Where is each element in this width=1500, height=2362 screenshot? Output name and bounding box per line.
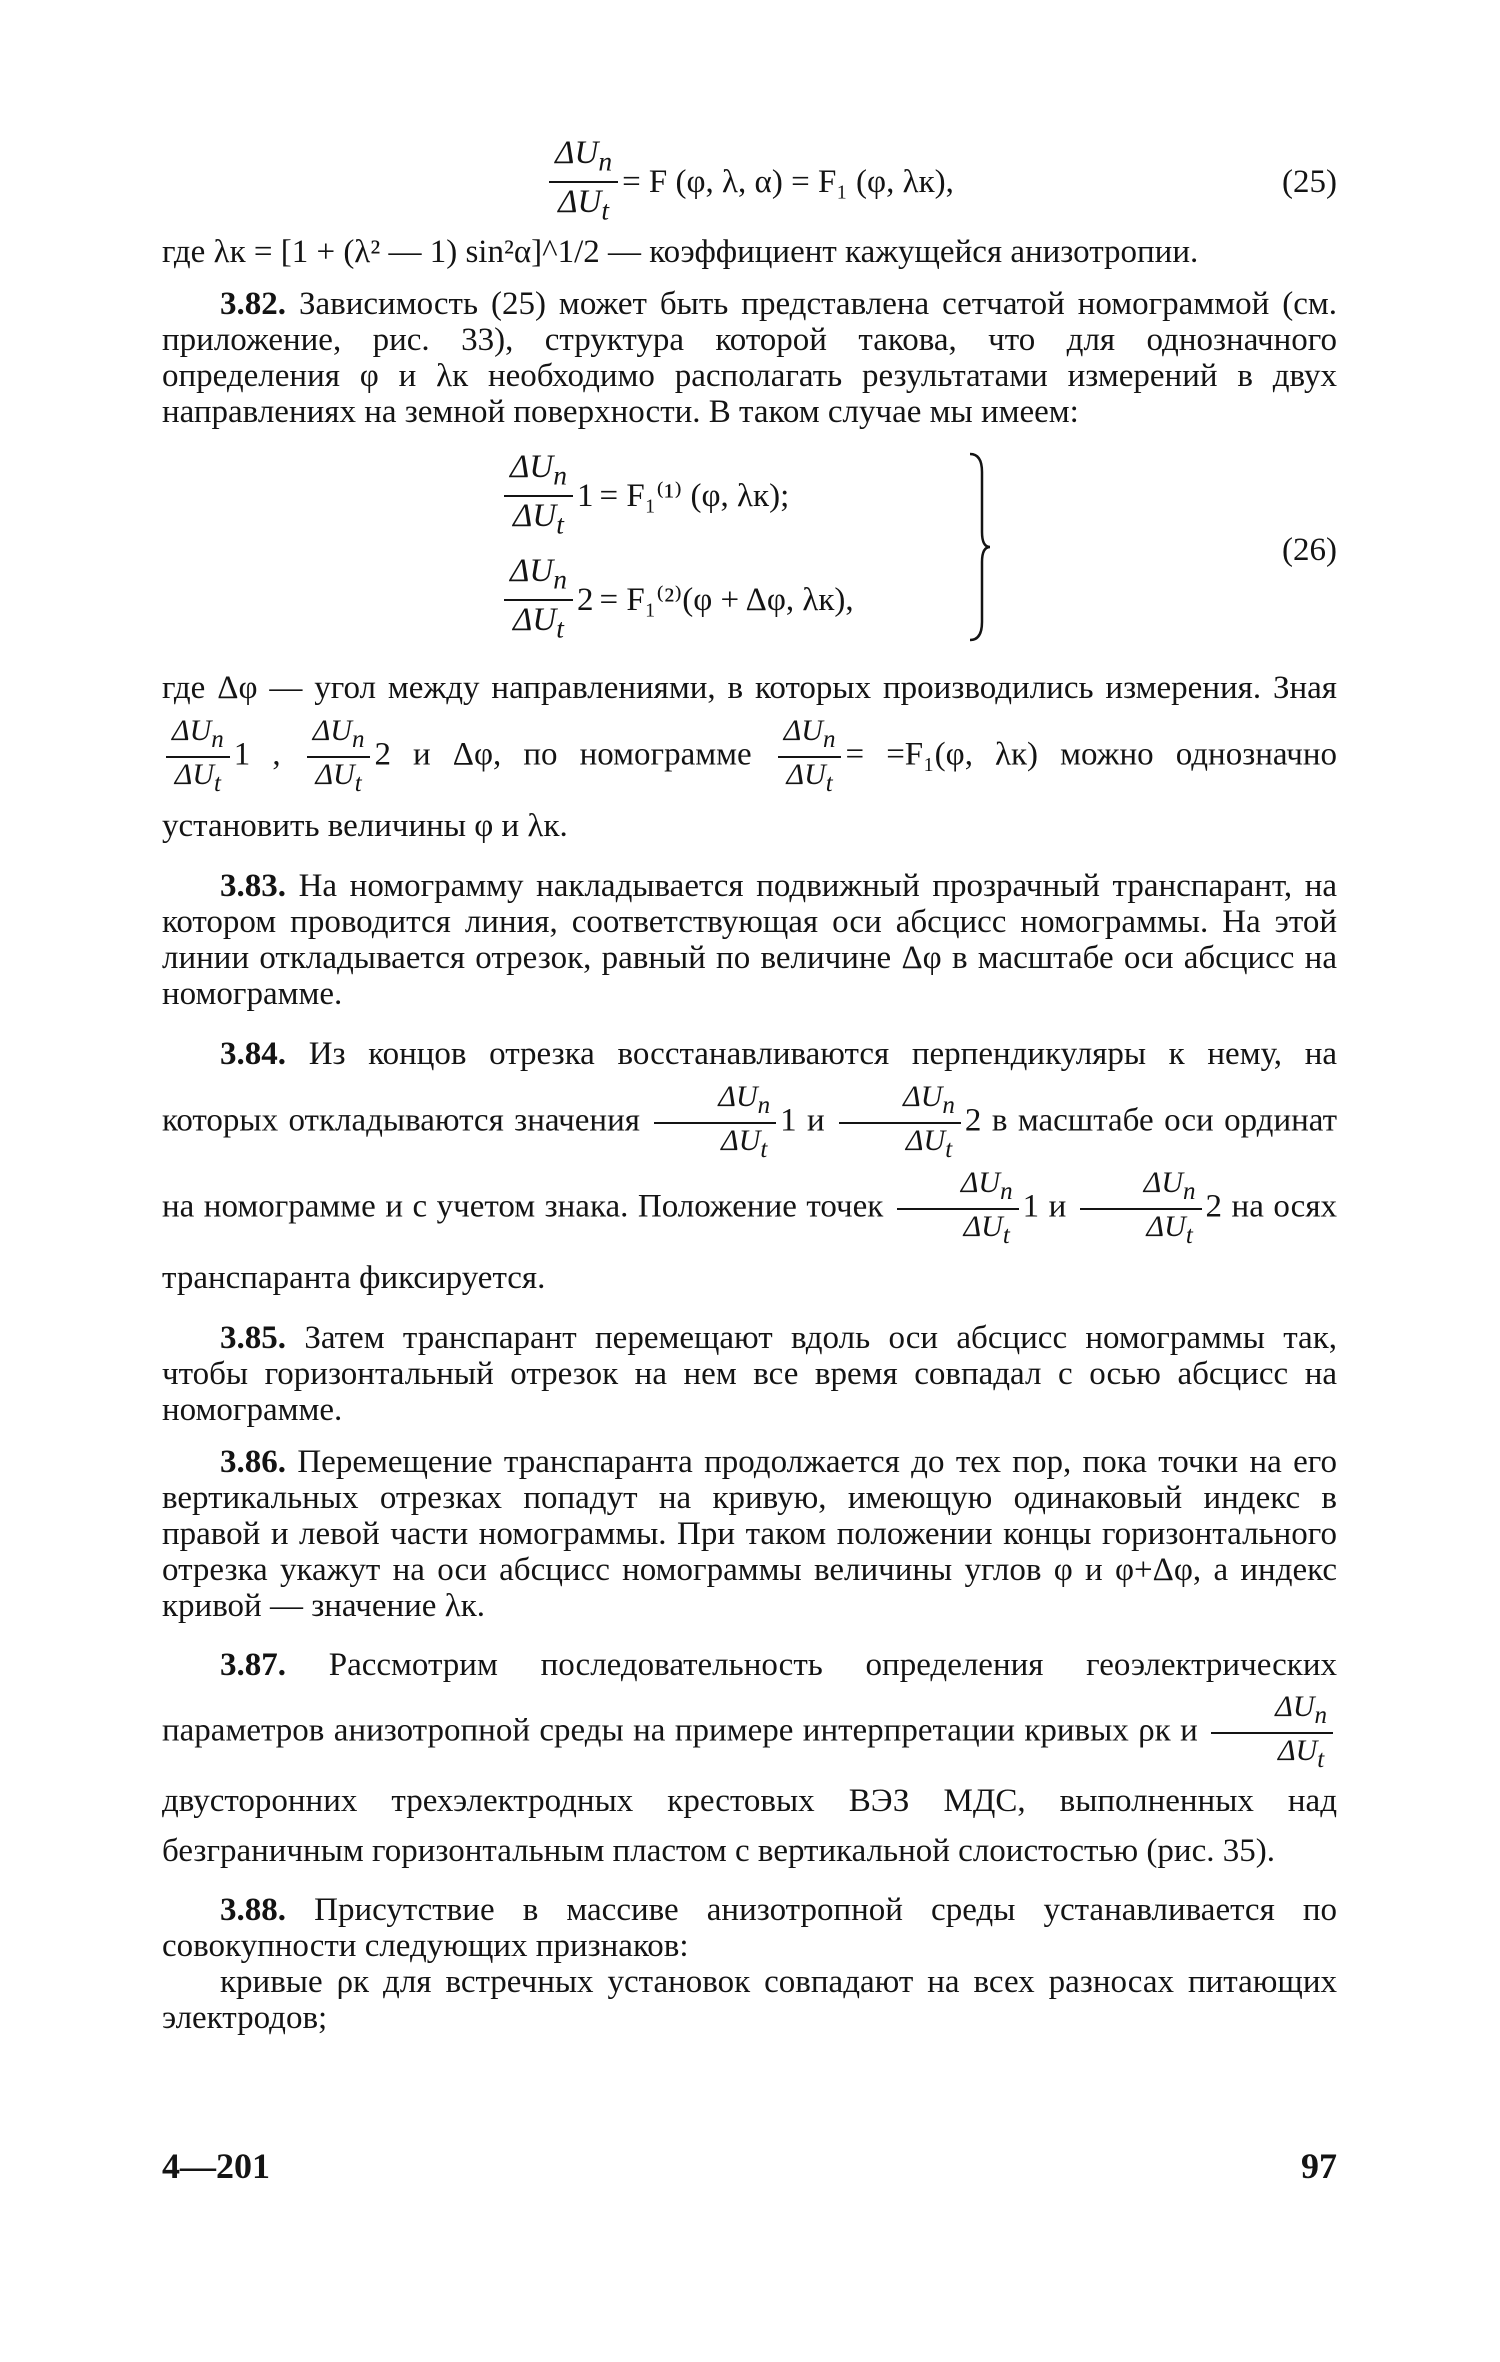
fraction-du-n-over-du-t bbox=[839, 1080, 961, 1166]
row-index: 2 bbox=[576, 582, 594, 618]
paragraph-text: На номограмму накладывается подвижный прозрачный транспарант, на котором проводится линия, соответствующая оси абсцисс номограммы. На этой линии откладывается отрезок, равный по величине Δφ в масштабе оси абсцисс на номограмме. bbox=[162, 868, 1337, 1012]
paragraph-3-86 bbox=[162, 1444, 1337, 1624]
paragraph-3-85 bbox=[162, 1320, 1337, 1428]
paragraph-text: 2 в масштабе оси ординат на номограмме и с учетом знака. Положение точек bbox=[162, 1102, 1338, 1225]
paragraph-text: =F₁(φ, λк) можно однозначно установить величины φ и λк. bbox=[162, 736, 1337, 844]
right-brace-icon bbox=[968, 452, 992, 642]
frac-numerator-sub: n bbox=[1183, 1178, 1196, 1205]
paragraph-3-83 bbox=[162, 868, 1337, 1012]
section-number: 3.84. bbox=[220, 1036, 286, 1072]
section-number: 3.87. bbox=[220, 1647, 286, 1683]
paragraph-text: где Δφ — угол между направлениями, в которых производились измерения. Зная bbox=[162, 670, 1337, 706]
section-number: 3.88. bbox=[220, 1892, 286, 1928]
frac-denominator-sub: t bbox=[945, 1136, 953, 1163]
section-number: 3.83. bbox=[220, 868, 286, 904]
frac-denominator-sub: t bbox=[556, 508, 564, 540]
frac-numerator: ΔU bbox=[1275, 1690, 1315, 1723]
page-number: 97 bbox=[1301, 2146, 1337, 2186]
frac-denominator: ΔU bbox=[963, 1210, 1003, 1243]
paragraph-text: 1 , bbox=[233, 736, 281, 773]
frac-denominator-sub: t bbox=[214, 770, 221, 797]
section-number: 3.86. bbox=[220, 1444, 286, 1480]
frac-numerator: ΔU bbox=[718, 1080, 758, 1113]
frac-denominator: ΔU bbox=[1277, 1734, 1318, 1767]
frac-numerator: ΔU bbox=[903, 1080, 943, 1113]
frac-numerator: ΔU bbox=[510, 449, 554, 486]
frac-denominator: ΔU bbox=[786, 758, 826, 791]
fraction-du-n-over-du-t bbox=[504, 448, 573, 543]
equation-26-row-1 bbox=[500, 444, 854, 548]
paragraph-text: Из концов отрезка восстанавливаются перпендикуляры к нему, на которых откладываются значения bbox=[162, 1036, 1338, 1139]
frac-numerator-sub: n bbox=[211, 726, 224, 753]
fraction-du-n-over-du-t bbox=[897, 1166, 1019, 1252]
paragraph-text: Зависимость (25) может быть представлена сетчатой номограммой (см. приложение, рис. 33), структура которой такова, что для однозначного определения φ и λк необходимо располагать результатами измерений в двух направлениях на земной поверхности. В таком случае мы имеем: bbox=[162, 286, 1337, 430]
paragraph-3-84 bbox=[162, 1028, 1337, 1304]
frac-numerator-sub: n bbox=[351, 726, 365, 753]
frac-denominator-sub: t bbox=[556, 612, 564, 644]
fraction-du-n-over-du-t bbox=[778, 714, 842, 800]
paragraph-text: 2 и Δφ, по номограмме bbox=[374, 736, 752, 773]
frac-numerator: ΔU bbox=[783, 714, 823, 747]
paragraph-text: 1 и bbox=[1022, 1188, 1067, 1225]
paragraph-text: 1 и bbox=[780, 1102, 825, 1139]
frac-numerator: ΔU bbox=[510, 553, 554, 590]
frac-denominator: ΔU bbox=[721, 1124, 761, 1157]
equation-26-number: (26) bbox=[1282, 532, 1337, 568]
frac-numerator-sub: n bbox=[757, 1092, 771, 1119]
frac-denominator: ΔU bbox=[513, 498, 557, 534]
frac-denominator-sub: t bbox=[1317, 1746, 1325, 1773]
frac-numerator-sub: n bbox=[553, 564, 567, 595]
fraction-du-n-over-du-t bbox=[1080, 1166, 1202, 1252]
frac-denominator-sub: t bbox=[760, 1136, 768, 1163]
section-number: 3.82. bbox=[220, 286, 286, 322]
row-rhs: = F₁⁽²⁾(φ + Δφ, λк), bbox=[599, 582, 854, 618]
equation-26-row-2 bbox=[500, 548, 854, 652]
fraction-du-n-over-du-t bbox=[504, 552, 573, 647]
frac-numerator-sub: n bbox=[942, 1092, 955, 1119]
frac-denominator-sub: t bbox=[354, 770, 362, 797]
fraction-du-n-over-du-t bbox=[166, 714, 230, 800]
paragraph-text: Затем транспарант перемещают вдоль оси абсцисс номограммы так, чтобы горизонтальный отрезок на нем все время совпадал с осью абсцисс на номограмме. bbox=[162, 1320, 1337, 1428]
frac-denominator-sub: t bbox=[1185, 1222, 1193, 1249]
frac-denominator: ΔU bbox=[558, 184, 602, 220]
frac-numerator: ΔU bbox=[960, 1166, 1001, 1199]
frac-denominator: ΔU bbox=[174, 758, 215, 791]
frac-numerator-sub: n bbox=[1000, 1178, 1013, 1205]
paragraph-text: Присутствие в массиве анизотропной среды устанавливается по совокупности следующих признаков: bbox=[162, 1892, 1338, 1964]
fraction-du-n-over-du-t bbox=[654, 1080, 776, 1166]
frac-numerator: ΔU bbox=[312, 714, 352, 747]
equation-system-26 bbox=[162, 444, 1337, 654]
equation-25-number: (25) bbox=[1282, 164, 1337, 200]
paragraph-3-82 bbox=[162, 286, 1337, 430]
row-index: 1 bbox=[576, 478, 594, 514]
equation-25 bbox=[162, 135, 1337, 226]
paragraph-text: Рассмотрим последовательность определения геоэлектрических параметров анизотропной среды на примере интерпретации кривых ρк и bbox=[162, 1647, 1338, 1749]
frac-denominator-sub: t bbox=[601, 194, 609, 226]
frac-denominator-sub: t bbox=[825, 770, 833, 797]
paragraph-delta-phi bbox=[162, 662, 1337, 852]
frac-denominator: ΔU bbox=[315, 758, 355, 791]
paragraph-text: Перемещение транспаранта продолжается до тех пор, пока точки на его вертикальных отрезках попадут на кривую, имеющую одинаковый индекс в правой и левой части номограммы. При таком положении концы горизонтального отрезка укажут на оси абсцисс номограммы величины углов φ и φ+Δφ, а индекс кривой — значение λк. bbox=[162, 1444, 1337, 1624]
paragraph-text: двусторонних трехэлектродных крестовых ВЭЗ МДС, выполненных над безграничным горизонтальным пластом с вертикальной слоистостью (рис. 35). bbox=[162, 1783, 1337, 1869]
fraction-du-n-over-du-t bbox=[1211, 1690, 1333, 1776]
frac-denominator-sub: t bbox=[1002, 1222, 1010, 1249]
frac-numerator-sub: n bbox=[553, 460, 567, 491]
frac-numerator-sub: n bbox=[1314, 1702, 1327, 1729]
signature-mark: 4—201 bbox=[162, 2146, 270, 2186]
frac-denominator: ΔU bbox=[905, 1124, 946, 1157]
frac-numerator-sub: n bbox=[822, 726, 836, 753]
paragraph-curves: кривые ρк для встречных установок совпадают на всех разносах питающих электродов; bbox=[162, 1964, 1337, 2036]
frac-numerator: ΔU bbox=[555, 135, 599, 172]
frac-numerator-sub: n bbox=[598, 146, 613, 177]
paragraph-text: = bbox=[845, 736, 865, 773]
paragraph-where-lambda: где λк = [1 + (λ² — 1) sin²α]^1/2 — коэффициент кажущейся анизотропии. bbox=[162, 234, 1199, 270]
frac-numerator: ΔU bbox=[1143, 1166, 1184, 1199]
frac-numerator: ΔU bbox=[172, 714, 212, 747]
page-body bbox=[162, 135, 1338, 2036]
paragraph-3-88 bbox=[162, 1892, 1337, 1964]
frac-denominator: ΔU bbox=[1146, 1210, 1186, 1243]
paragraph-text: 2 на осях транспаранта фиксируется. bbox=[162, 1188, 1337, 1296]
section-number: 3.85. bbox=[220, 1320, 286, 1356]
fraction-du-n-over-du-t bbox=[549, 134, 618, 229]
equation-25-rhs: = F (φ, λ, α) = F₁ (φ, λк), bbox=[622, 164, 954, 200]
row-rhs: = F₁⁽¹⁾ (φ, λк); bbox=[599, 478, 790, 514]
frac-denominator: ΔU bbox=[513, 602, 557, 638]
fraction-du-n-over-du-t bbox=[307, 714, 371, 800]
paragraph-3-87 bbox=[162, 1640, 1337, 1876]
